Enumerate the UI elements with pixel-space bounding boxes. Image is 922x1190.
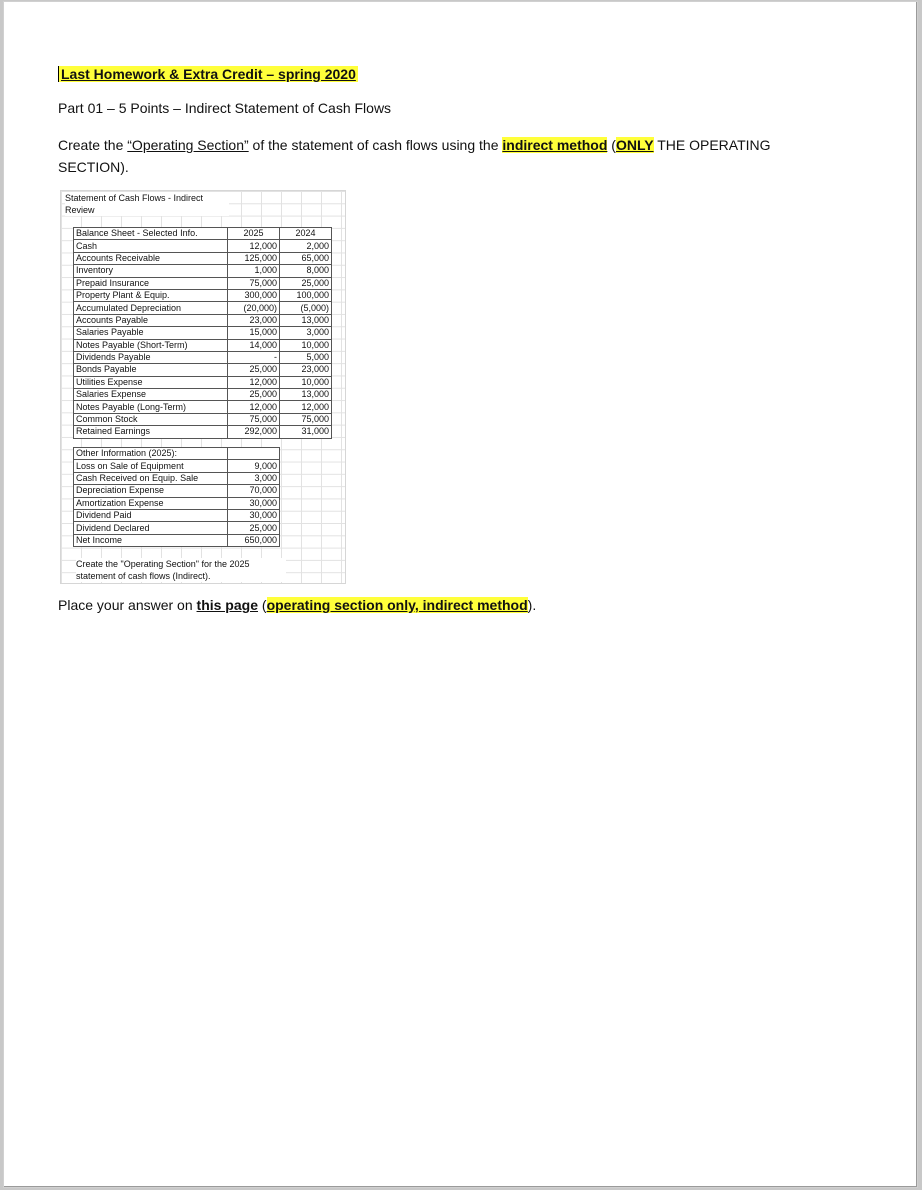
instruction-text: ( (607, 137, 616, 153)
table-row (74, 472, 280, 484)
value: 9,000 (228, 460, 280, 472)
answer-instruction (58, 597, 536, 613)
table-row (74, 240, 332, 252)
other-info-header: Other Information (2025): (74, 448, 228, 460)
table-row (74, 265, 332, 277)
row-label: Common Stock (74, 413, 228, 425)
value-2025: 15,000 (228, 327, 280, 339)
value: 25,000 (228, 522, 280, 534)
table-row (74, 314, 332, 326)
table-row (74, 509, 280, 521)
table-row (74, 302, 332, 314)
value-2024: (5,000) (280, 302, 332, 314)
column-header: 2024 (280, 228, 332, 240)
only-highlight: ONLY (615, 137, 654, 153)
sheet-note-line: Create the "Operating Section" for the 2025 (76, 559, 250, 569)
empty-cell (228, 448, 280, 460)
instruction-text: of the statement of cash flows using the (248, 137, 503, 153)
value-2025: 125,000 (228, 252, 280, 264)
value-2024: 65,000 (280, 252, 332, 264)
value-2025: 12,000 (228, 376, 280, 388)
table-row (74, 289, 332, 301)
value-2024: 3,000 (280, 327, 332, 339)
table-row (74, 485, 280, 497)
table-row (74, 401, 332, 413)
value: 650,000 (228, 534, 280, 546)
value: 3,000 (228, 472, 280, 484)
document-page (4, 2, 917, 1187)
row-label: Retained Earnings (74, 426, 228, 438)
value-2025: 12,000 (228, 401, 280, 413)
row-label: Depreciation Expense (74, 485, 228, 497)
value-2024: 13,000 (280, 314, 332, 326)
value-2024: 8,000 (280, 265, 332, 277)
value-2025: (20,000) (228, 302, 280, 314)
operating-section-highlight: operating section only, indirect method (266, 597, 528, 613)
value: 70,000 (228, 485, 280, 497)
table-header-row (74, 228, 332, 240)
value-2024: 2,000 (280, 240, 332, 252)
value: 30,000 (228, 509, 280, 521)
value-2024: 23,000 (280, 364, 332, 376)
answer-text: ). (527, 597, 537, 613)
row-label: Notes Payable (Long-Term) (74, 401, 228, 413)
row-label: Accumulated Depreciation (74, 302, 228, 314)
value-2024: 10,000 (280, 339, 332, 351)
value-2025: 25,000 (228, 364, 280, 376)
table-row (74, 277, 332, 289)
row-label: Salaries Payable (74, 327, 228, 339)
table-row (74, 413, 332, 425)
value-2025: 75,000 (228, 277, 280, 289)
value-2024: 31,000 (280, 426, 332, 438)
instruction-text: Create the (58, 137, 128, 153)
sheet-header-line: Statement of Cash Flows - Indirect (65, 193, 204, 203)
sheet-note (76, 558, 286, 582)
row-label: Salaries Expense (74, 389, 228, 401)
value-2024: 12,000 (280, 401, 332, 413)
table-row (74, 252, 332, 264)
row-label: Dividend Paid (74, 509, 228, 521)
other-information-table (73, 447, 280, 547)
value-2024: 5,000 (280, 351, 332, 363)
value-2025: 12,000 (228, 240, 280, 252)
table-row (74, 376, 332, 388)
table-row (74, 327, 332, 339)
answer-text: ( (258, 597, 267, 613)
row-label: Dividends Payable (74, 351, 228, 363)
value-2025: 300,000 (228, 289, 280, 301)
homework-title: Last Homework & Extra Credit – spring 2020 (58, 66, 358, 82)
value-2025: - (228, 351, 280, 363)
row-label: Loss on Sale of Equipment (74, 460, 228, 472)
row-label: Prepaid Insurance (74, 277, 228, 289)
row-label: Inventory (74, 265, 228, 277)
row-label: Cash (74, 240, 228, 252)
value-2025: 14,000 (228, 339, 280, 351)
row-label: Utilities Expense (74, 376, 228, 388)
table-header-row (74, 448, 280, 460)
column-header: 2025 (228, 228, 280, 240)
row-label: Accounts Payable (74, 314, 228, 326)
column-header: Balance Sheet - Selected Info. (74, 228, 228, 240)
table-row (74, 522, 280, 534)
table-row (74, 426, 332, 438)
value-2025: 1,000 (228, 265, 280, 277)
instruction-paragraph (58, 134, 838, 178)
row-label: Amortization Expense (74, 497, 228, 509)
value-2024: 25,000 (280, 277, 332, 289)
value-2024: 13,000 (280, 389, 332, 401)
table-row (74, 534, 280, 546)
value-2024: 75,000 (280, 413, 332, 425)
balance-sheet-table (73, 227, 332, 439)
value-2025: 292,000 (228, 426, 280, 438)
table-row (74, 351, 332, 363)
value-2024: 10,000 (280, 376, 332, 388)
this-page-link[interactable]: this page (196, 597, 258, 613)
spreadsheet-image (60, 190, 346, 584)
value-2024: 100,000 (280, 289, 332, 301)
row-label: Net Income (74, 534, 228, 546)
value-2025: 23,000 (228, 314, 280, 326)
instruction-text: THE OPERATING SECTION). (58, 137, 771, 175)
sheet-header (65, 192, 229, 216)
table-row (74, 339, 332, 351)
row-label: Property Plant & Equip. (74, 289, 228, 301)
value: 30,000 (228, 497, 280, 509)
table-row (74, 364, 332, 376)
value-2025: 25,000 (228, 389, 280, 401)
row-label: Notes Payable (Short-Term) (74, 339, 228, 351)
row-label: Bonds Payable (74, 364, 228, 376)
part-heading: Part 01 – 5 Points – Indirect Statement of Cash Flows (58, 100, 392, 116)
sheet-note-line: statement of cash flows (Indirect). (76, 571, 211, 581)
row-label: Accounts Receivable (74, 252, 228, 264)
row-label: Dividend Declared (74, 522, 228, 534)
sheet-header-line: Review (65, 205, 95, 215)
row-label: Cash Received on Equip. Sale (74, 472, 228, 484)
operating-section-phrase: “Operating Section” (127, 137, 249, 153)
indirect-method-highlight: indirect method (502, 137, 608, 153)
table-row (74, 460, 280, 472)
table-row (74, 389, 332, 401)
value-2025: 75,000 (228, 413, 280, 425)
table-row (74, 497, 280, 509)
answer-text: Place your answer on (58, 597, 197, 613)
